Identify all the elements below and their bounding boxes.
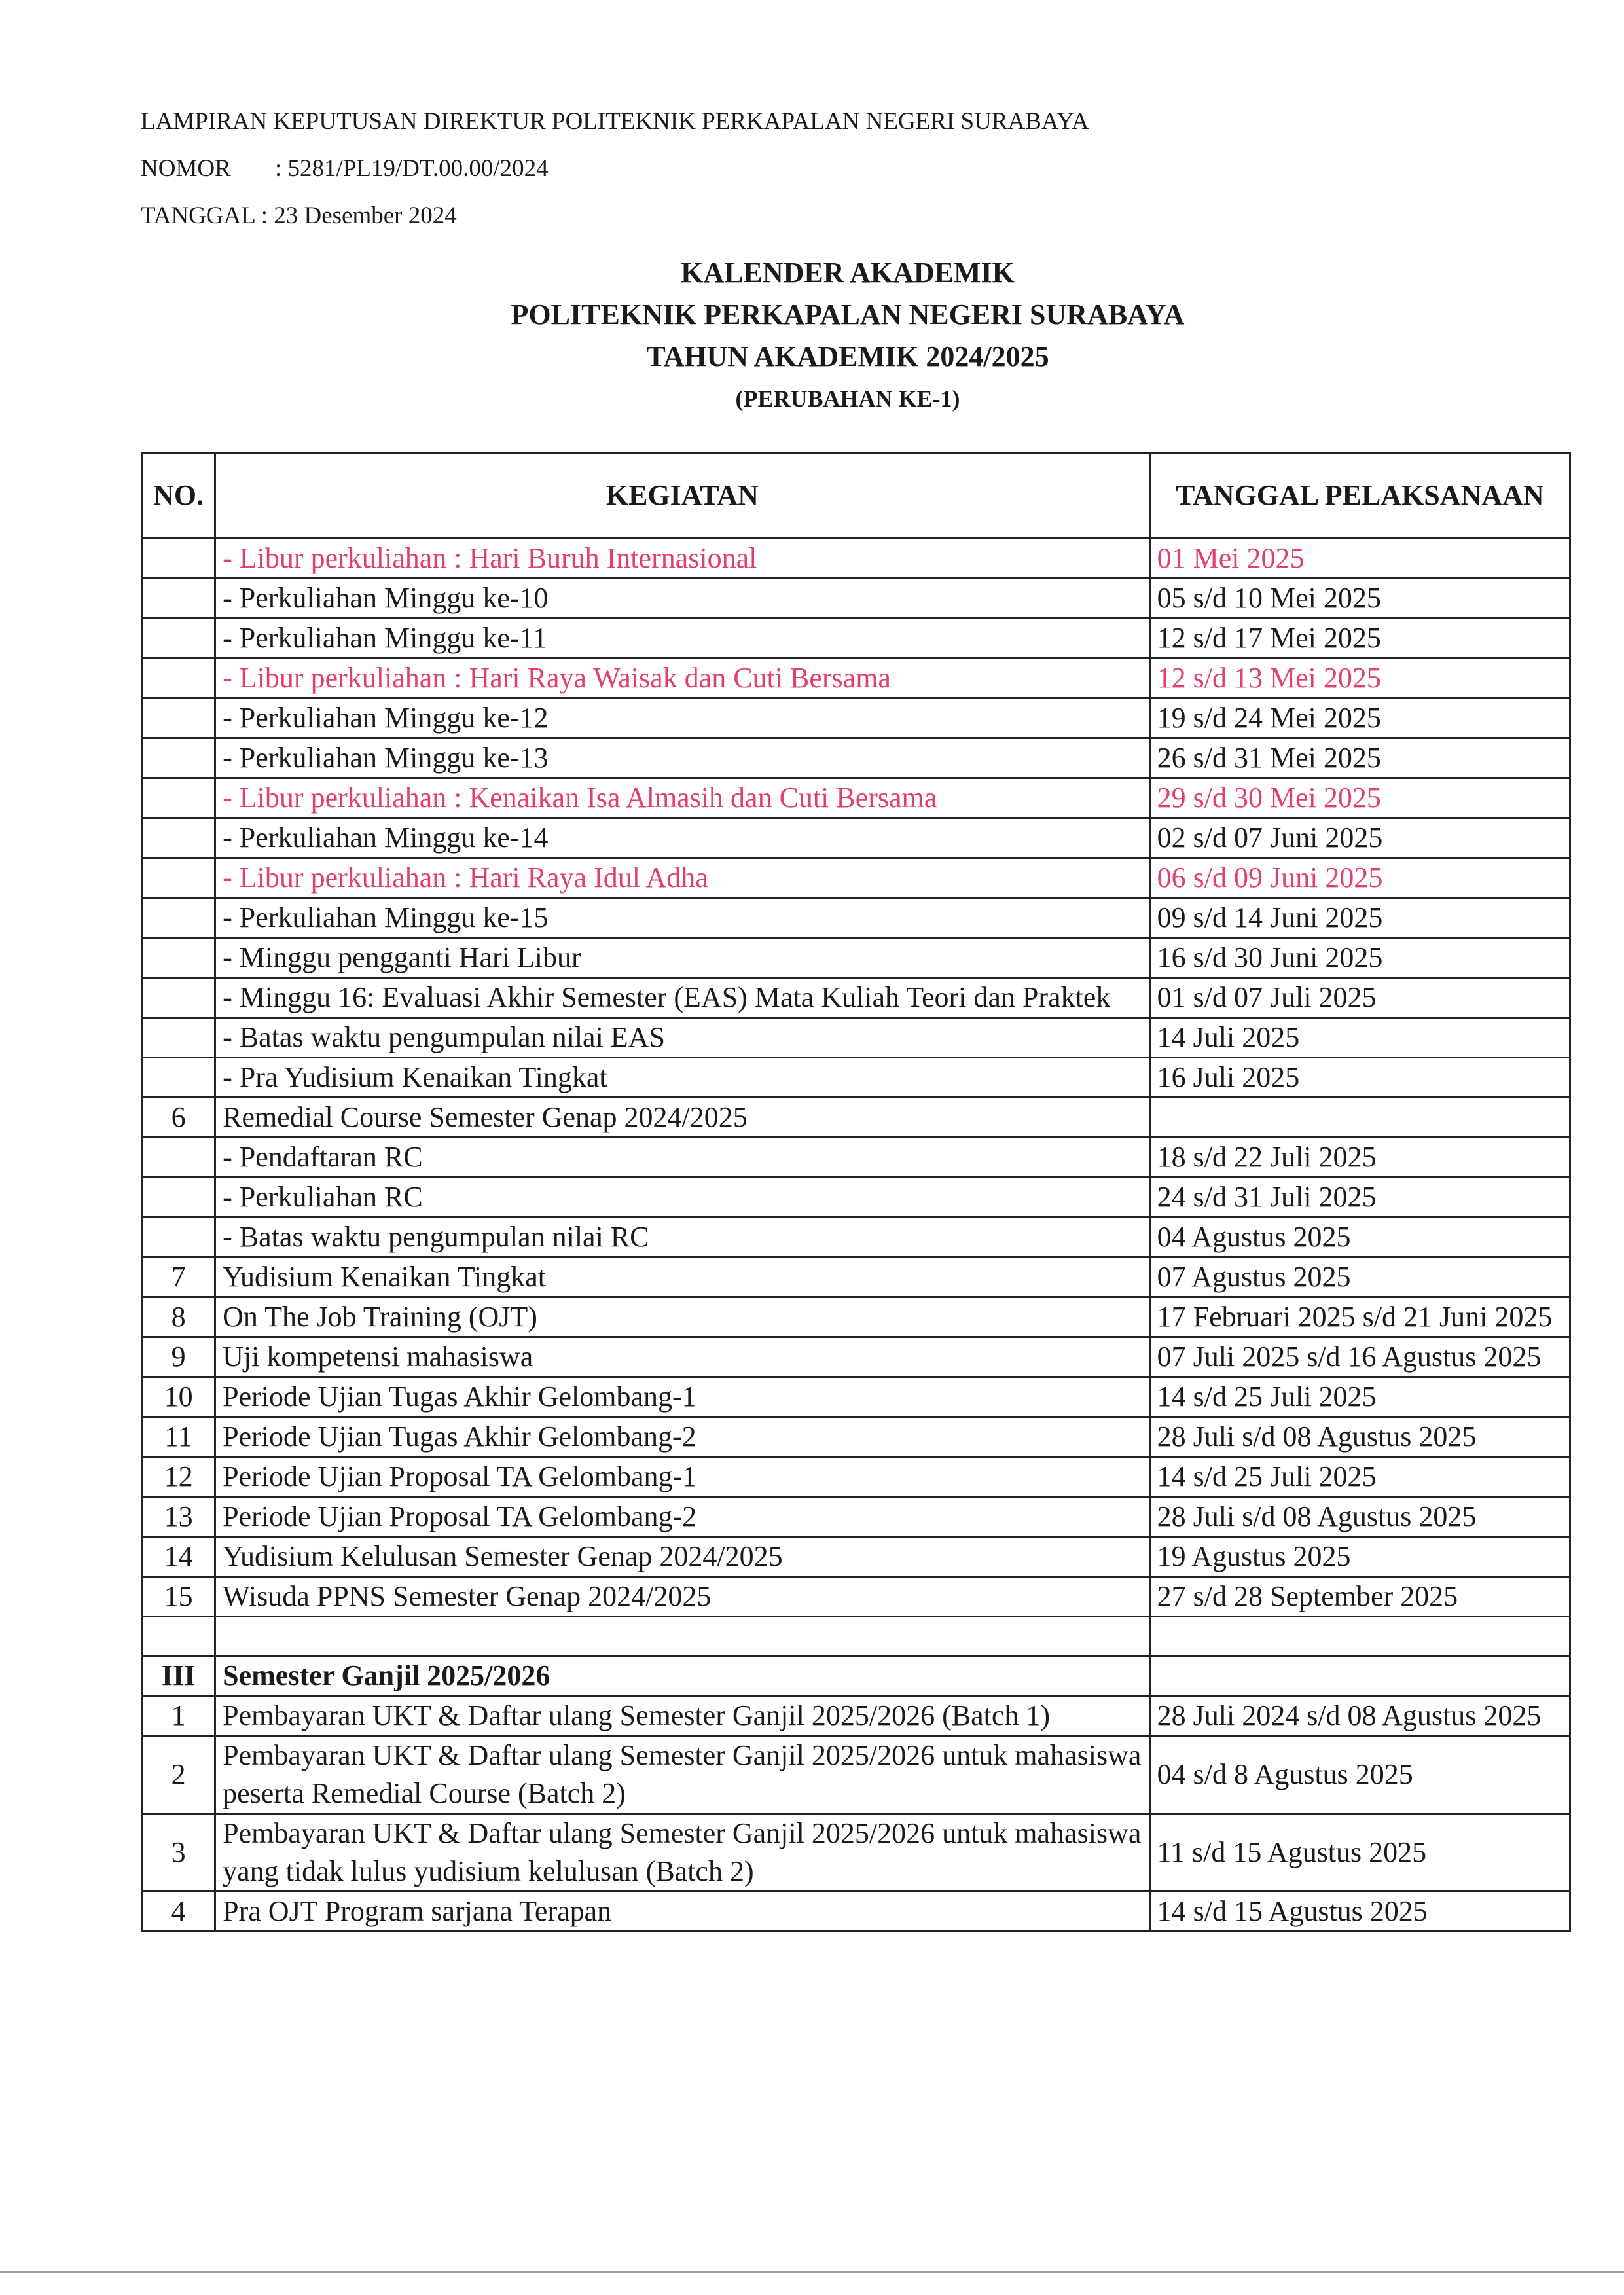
header-kegiatan: KEGIATAN bbox=[215, 453, 1149, 539]
cell-kegiatan: Semester Ganjil 2025/2026 bbox=[215, 1656, 1149, 1696]
table-row bbox=[142, 1497, 1570, 1537]
cell-tanggal: 12 s/d 13 Mei 2025 bbox=[1149, 659, 1570, 698]
table-row bbox=[142, 1098, 1570, 1138]
table-row bbox=[142, 1218, 1570, 1257]
cell-no bbox=[142, 1617, 215, 1656]
table-row bbox=[142, 898, 1570, 938]
table-row bbox=[142, 1417, 1570, 1457]
cell-no bbox=[142, 938, 215, 978]
cell-tanggal: 01 Mei 2025 bbox=[1149, 539, 1570, 579]
table-row bbox=[142, 738, 1570, 778]
table-row bbox=[142, 1457, 1570, 1497]
cell-kegiatan: Pembayaran UKT & Daftar ulang Semester Ganjil 2025/2026 untuk mahasiswa yang tidak lulus yudisium kelulusan (Batch 2) bbox=[215, 1814, 1149, 1892]
cell-kegiatan: Periode Ujian Tugas Akhir Gelombang-1 bbox=[215, 1377, 1149, 1417]
table-row bbox=[142, 1537, 1570, 1577]
cell-tanggal: 14 s/d 25 Juli 2025 bbox=[1149, 1377, 1570, 1417]
cell-kegiatan: - Libur perkuliahan : Kenaikan Isa Almasih dan Cuti Bersama bbox=[215, 778, 1149, 818]
cell-tanggal: 12 s/d 17 Mei 2025 bbox=[1149, 619, 1570, 659]
cell-kegiatan: - Perkuliahan Minggu ke-13 bbox=[215, 738, 1149, 778]
document-title bbox=[367, 252, 1329, 420]
cell-kegiatan: Periode Ujian Proposal TA Gelombang-1 bbox=[215, 1457, 1149, 1497]
table-row bbox=[142, 1337, 1570, 1377]
table-row bbox=[142, 659, 1570, 698]
cell-no bbox=[142, 978, 215, 1018]
table-row bbox=[142, 1656, 1570, 1696]
cell-kegiatan bbox=[215, 1617, 1149, 1656]
cell-tanggal: 16 Juli 2025 bbox=[1149, 1058, 1570, 1098]
cell-no bbox=[142, 659, 215, 698]
cell-tanggal: 29 s/d 30 Mei 2025 bbox=[1149, 778, 1570, 818]
decree-number bbox=[141, 145, 1089, 192]
table-body bbox=[142, 539, 1570, 1932]
table-row bbox=[142, 579, 1570, 619]
cell-no bbox=[142, 1178, 215, 1218]
cell-no: 3 bbox=[142, 1814, 215, 1892]
cell-no: 6 bbox=[142, 1098, 215, 1138]
header-no: NO. bbox=[142, 453, 215, 539]
cell-tanggal: 28 Juli 2024 s/d 08 Agustus 2025 bbox=[1149, 1696, 1570, 1736]
cell-no: 1 bbox=[142, 1696, 215, 1736]
title-line-1: KALENDER AKADEMIK bbox=[681, 257, 1015, 289]
decree-date bbox=[141, 192, 1089, 240]
cell-no bbox=[142, 778, 215, 818]
cell-kegiatan: - Perkuliahan Minggu ke-15 bbox=[215, 898, 1149, 938]
cell-no: III bbox=[142, 1656, 215, 1696]
table-row bbox=[142, 1814, 1570, 1892]
nomor-value: : 5281/PL19/DT.00.00/2024 bbox=[275, 155, 549, 182]
cell-kegiatan: Wisuda PPNS Semester Genap 2024/2025 bbox=[215, 1577, 1149, 1617]
table-row bbox=[142, 778, 1570, 818]
cell-tanggal: 17 Februari 2025 s/d 21 Juni 2025 bbox=[1149, 1297, 1570, 1337]
nomor-label: NOMOR bbox=[141, 155, 231, 182]
cell-kegiatan: Periode Ujian Proposal TA Gelombang-2 bbox=[215, 1497, 1149, 1537]
table-row bbox=[142, 858, 1570, 898]
header-tanggal: TANGGAL PELAKSANAAN bbox=[1149, 453, 1570, 539]
cell-kegiatan: Yudisium Kelulusan Semester Genap 2024/2025 bbox=[215, 1537, 1149, 1577]
cell-kegiatan: - Batas waktu pengumpulan nilai RC bbox=[215, 1218, 1149, 1257]
cell-no: 10 bbox=[142, 1377, 215, 1417]
cell-no bbox=[142, 1058, 215, 1098]
cell-kegiatan: On The Job Training (OJT) bbox=[215, 1297, 1149, 1337]
cell-kegiatan: Yudisium Kenaikan Tingkat bbox=[215, 1257, 1149, 1297]
cell-tanggal bbox=[1149, 1656, 1570, 1696]
table-row bbox=[142, 539, 1570, 579]
cell-no: 9 bbox=[142, 1337, 215, 1377]
table-row bbox=[142, 698, 1570, 738]
table-row bbox=[142, 1577, 1570, 1617]
cell-no: 12 bbox=[142, 1457, 215, 1497]
cell-tanggal: 04 Agustus 2025 bbox=[1149, 1218, 1570, 1257]
page-bottom-rule bbox=[0, 2271, 1624, 2273]
cell-tanggal: 14 s/d 15 Agustus 2025 bbox=[1149, 1892, 1570, 1932]
table-row bbox=[142, 1058, 1570, 1098]
table-row bbox=[142, 1178, 1570, 1218]
cell-no bbox=[142, 858, 215, 898]
cell-no: 11 bbox=[142, 1417, 215, 1457]
cell-no: 13 bbox=[142, 1497, 215, 1537]
cell-tanggal: 06 s/d 09 Juni 2025 bbox=[1149, 858, 1570, 898]
cell-kegiatan: Pembayaran UKT & Daftar ulang Semester Ganjil 2025/2026 untuk mahasiswa peserta Remedial Course (Batch 2) bbox=[215, 1736, 1149, 1814]
tanggal-label: TANGGAL bbox=[141, 202, 255, 229]
cell-tanggal: 02 s/d 07 Juni 2025 bbox=[1149, 818, 1570, 858]
cell-kegiatan: - Libur perkuliahan : Hari Buruh Internasional bbox=[215, 539, 1149, 579]
cell-tanggal: 26 s/d 31 Mei 2025 bbox=[1149, 738, 1570, 778]
cell-tanggal: 27 s/d 28 September 2025 bbox=[1149, 1577, 1570, 1617]
cell-kegiatan: - Batas waktu pengumpulan nilai EAS bbox=[215, 1018, 1149, 1058]
cell-no bbox=[142, 1138, 215, 1178]
cell-kegiatan: - Perkuliahan Minggu ke-10 bbox=[215, 579, 1149, 619]
table-row bbox=[142, 818, 1570, 858]
cell-kegiatan: Uji kompetensi mahasiswa bbox=[215, 1337, 1149, 1377]
academic-calendar-table bbox=[141, 452, 1571, 1932]
table-row bbox=[142, 1696, 1570, 1736]
cell-kegiatan: Periode Ujian Tugas Akhir Gelombang-2 bbox=[215, 1417, 1149, 1457]
table-row bbox=[142, 619, 1570, 659]
cell-tanggal: 05 s/d 10 Mei 2025 bbox=[1149, 579, 1570, 619]
cell-tanggal: 16 s/d 30 Juni 2025 bbox=[1149, 938, 1570, 978]
cell-tanggal: 24 s/d 31 Juli 2025 bbox=[1149, 1178, 1570, 1218]
table-row bbox=[142, 1617, 1570, 1656]
table-row bbox=[142, 938, 1570, 978]
cell-tanggal: 19 Agustus 2025 bbox=[1149, 1537, 1570, 1577]
cell-no: 8 bbox=[142, 1297, 215, 1337]
cell-kegiatan: - Perkuliahan Minggu ke-11 bbox=[215, 619, 1149, 659]
cell-no bbox=[142, 619, 215, 659]
cell-kegiatan: - Pendaftaran RC bbox=[215, 1138, 1149, 1178]
cell-no bbox=[142, 579, 215, 619]
cell-kegiatan: - Perkuliahan Minggu ke-12 bbox=[215, 698, 1149, 738]
table-header-row bbox=[142, 453, 1570, 539]
cell-tanggal: 14 Juli 2025 bbox=[1149, 1018, 1570, 1058]
cell-no bbox=[142, 738, 215, 778]
cell-kegiatan: - Perkuliahan RC bbox=[215, 1178, 1149, 1218]
cell-no: 7 bbox=[142, 1257, 215, 1297]
table-row bbox=[142, 1736, 1570, 1814]
table-row bbox=[142, 1297, 1570, 1337]
cell-no bbox=[142, 698, 215, 738]
decree-header bbox=[141, 98, 1089, 240]
cell-kegiatan: - Libur perkuliahan : Hari Raya Waisak dan Cuti Bersama bbox=[215, 659, 1149, 698]
cell-tanggal: 09 s/d 14 Juni 2025 bbox=[1149, 898, 1570, 938]
cell-kegiatan: - Minggu pengganti Hari Libur bbox=[215, 938, 1149, 978]
cell-no: 4 bbox=[142, 1892, 215, 1932]
cell-no: 15 bbox=[142, 1577, 215, 1617]
cell-kegiatan: - Perkuliahan Minggu ke-14 bbox=[215, 818, 1149, 858]
tanggal-value: : 23 Desember 2024 bbox=[261, 202, 457, 229]
cell-no: 2 bbox=[142, 1736, 215, 1814]
title-line-2: POLITEKNIK PERKAPALAN NEGERI SURABAYA bbox=[511, 298, 1185, 331]
cell-tanggal: 19 s/d 24 Mei 2025 bbox=[1149, 698, 1570, 738]
cell-tanggal: 04 s/d 8 Agustus 2025 bbox=[1149, 1736, 1570, 1814]
cell-tanggal bbox=[1149, 1617, 1570, 1656]
cell-kegiatan: - Pra Yudisium Kenaikan Tingkat bbox=[215, 1058, 1149, 1098]
cell-tanggal: 11 s/d 15 Agustus 2025 bbox=[1149, 1814, 1570, 1892]
cell-no: 14 bbox=[142, 1537, 215, 1577]
cell-tanggal bbox=[1149, 1098, 1570, 1138]
cell-tanggal: 01 s/d 07 Juli 2025 bbox=[1149, 978, 1570, 1018]
cell-tanggal: 07 Agustus 2025 bbox=[1149, 1257, 1570, 1297]
cell-tanggal: 07 Juli 2025 s/d 16 Agustus 2025 bbox=[1149, 1337, 1570, 1377]
cell-kegiatan: Pra OJT Program sarjana Terapan bbox=[215, 1892, 1149, 1932]
table-row bbox=[142, 1892, 1570, 1932]
cell-kegiatan: Remedial Course Semester Genap 2024/2025 bbox=[215, 1098, 1149, 1138]
title-line-4: (PERUBAHAN KE-1) bbox=[735, 386, 960, 412]
cell-no bbox=[142, 818, 215, 858]
cell-tanggal: 28 Juli s/d 08 Agustus 2025 bbox=[1149, 1497, 1570, 1537]
table-row bbox=[142, 1018, 1570, 1058]
cell-tanggal: 28 Juli s/d 08 Agustus 2025 bbox=[1149, 1417, 1570, 1457]
table-row bbox=[142, 1257, 1570, 1297]
table-row bbox=[142, 1138, 1570, 1178]
cell-no bbox=[142, 1018, 215, 1058]
cell-kegiatan: - Libur perkuliahan : Hari Raya Idul Adha bbox=[215, 858, 1149, 898]
cell-kegiatan: - Minggu 16: Evaluasi Akhir Semester (EAS) Mata Kuliah Teori dan Praktek bbox=[215, 978, 1149, 1018]
cell-no bbox=[142, 898, 215, 938]
cell-no bbox=[142, 539, 215, 579]
title-line-3: TAHUN AKADEMIK 2024/2025 bbox=[646, 340, 1049, 372]
cell-kegiatan: Pembayaran UKT & Daftar ulang Semester Ganjil 2025/2026 (Batch 1) bbox=[215, 1696, 1149, 1736]
table-row bbox=[142, 978, 1570, 1018]
cell-no bbox=[142, 1218, 215, 1257]
decree-title: LAMPIRAN KEPUTUSAN DIREKTUR POLITEKNIK PERKAPALAN NEGERI SURABAYA bbox=[141, 108, 1089, 135]
cell-tanggal: 18 s/d 22 Juli 2025 bbox=[1149, 1138, 1570, 1178]
cell-tanggal: 14 s/d 25 Juli 2025 bbox=[1149, 1457, 1570, 1497]
table-row bbox=[142, 1377, 1570, 1417]
